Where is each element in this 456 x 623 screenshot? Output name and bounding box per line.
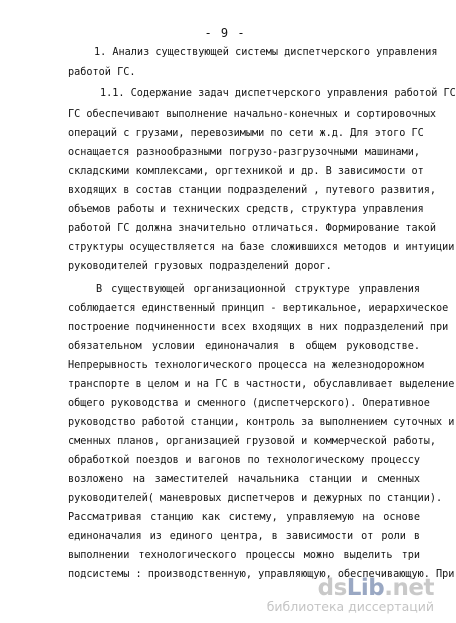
text-line: общего руководства и сменного (диспетчерского). Оперативное xyxy=(68,398,430,409)
text-line: руководителей( маневровых диспетчеров и дежурных по станции). xyxy=(68,493,443,504)
subsection-heading: 1.1. Содержание задач диспетчерского управления работой ГС xyxy=(100,88,456,99)
text-line: построение подчиненности всех входящих в них подразделений при xyxy=(68,322,449,333)
text-line: оснащается разнообразными погрузо-разгрузочными машинами, xyxy=(68,147,420,158)
text-line: структуры осуществляется на базе сложившихся методов и интуиции xyxy=(68,242,455,253)
text-line: объемов работы и технических средств, структура управления xyxy=(68,204,424,215)
text-line: ГС обеспечивают выполнение начально-конечных и сортировочных xyxy=(68,109,437,120)
text-line: Рассматривая станцию как систему, управляемую на основе xyxy=(68,512,420,523)
text-line: руководителей грузовых подразделений дорог. xyxy=(68,261,332,272)
text-line: соблюдается единственный принцип - вертикальное, иерархическое xyxy=(68,303,449,314)
paragraph-start: В существующей организационной структуре управления xyxy=(96,284,420,295)
text-line: операций с грузами, перевозимыми по сети ж.д. Для этого ГС xyxy=(68,128,424,139)
text-line: складскими комплексами, оргтехникой и др. В зависимости от xyxy=(68,166,424,177)
watermark-logo: dsLib.net xyxy=(317,575,434,601)
text-line: работой ГС должна значительно отличаться. Формирование такой xyxy=(68,223,437,234)
text-line: обработкой поездов и вагонов по технологическому процессу xyxy=(68,455,420,466)
text-line: руководство работой станции, контроль за выполнением суточных и xyxy=(68,417,455,428)
text-line: транспорте в целом и на ГС в частности, обуславливает выделение xyxy=(68,379,455,390)
text-line: единоначалия из единого центра, в зависимости от роли в xyxy=(68,531,420,542)
text-line: Непрерывность технологического процесса на железнодорожном xyxy=(68,360,424,371)
text-line: входящих в состав станции подразделений , путевого развития, xyxy=(68,185,437,196)
section-heading: 1. Анализ существующей системы диспетчерского управления xyxy=(94,47,438,58)
watermark xyxy=(267,576,434,614)
text-line: выполнении технологического процессы можно выделить три xyxy=(68,550,420,561)
text-line: обязательном условии единоначалия в общем руководстве. xyxy=(68,341,420,352)
text-line: подсистемы : производственную, управляющую, обеспечивающую. При xyxy=(68,569,455,580)
text-line: возложено на заместителей начальника станции и сменных xyxy=(68,474,420,485)
section-heading-continued: работой ГС. xyxy=(68,67,136,78)
watermark-subtitle: библиотека диссертаций xyxy=(266,599,434,614)
text-line: сменных планов, организацией грузовой и коммерческой работы, xyxy=(68,436,437,447)
page-number: - 9 - xyxy=(204,26,246,40)
